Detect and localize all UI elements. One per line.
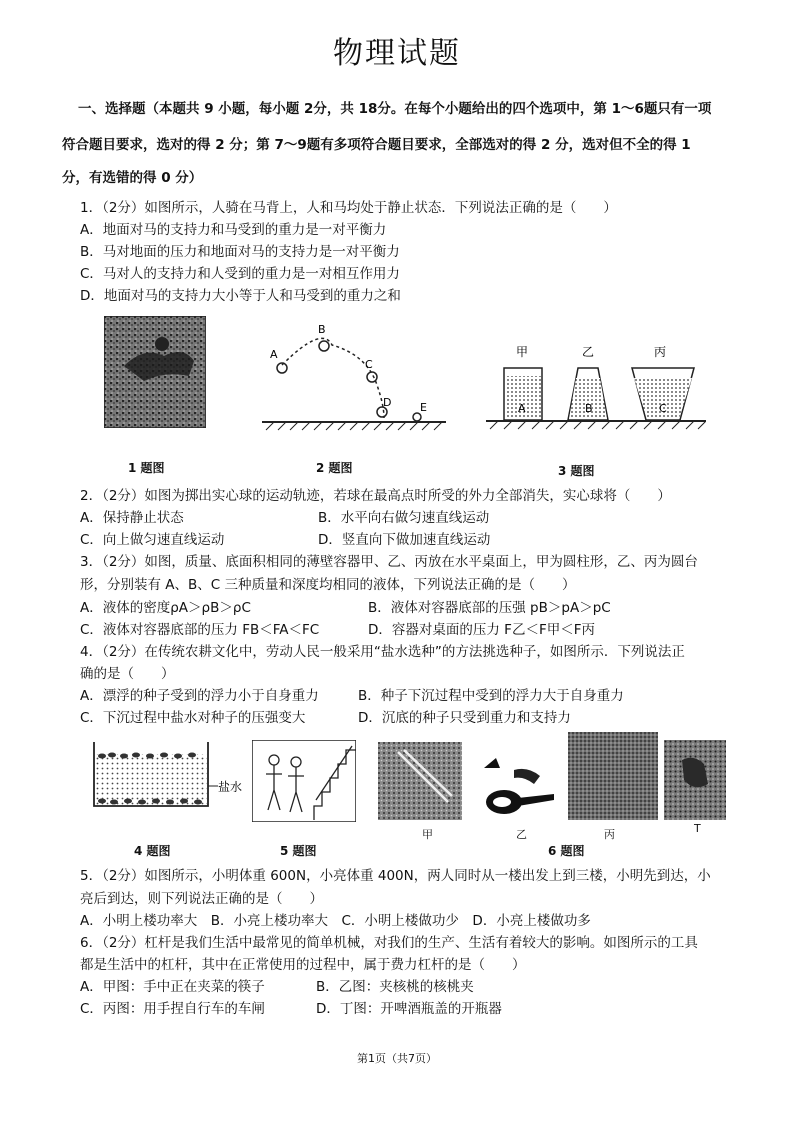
containers-diagram (486, 338, 706, 433)
q6-option-a: A．甲图：手中正在夹菜的筷子 (80, 979, 265, 995)
q1-option-b: B．马对地面的压力和地面对马的支持力是一对平衡力 (80, 244, 400, 260)
container-label-yi: 乙 (582, 345, 595, 359)
q6-option-d: D．丁图：开啤酒瓶盖的开瓶器 (316, 1001, 502, 1017)
q4-stem-1: 4．（2分）在传统农耕文化中，劳动人民一般采用“盐水选种”的方法挑选种子，如图所示．下列说法正 (80, 644, 685, 660)
q6-option-c: C．丙图：用手捏自行车的车闸 (80, 1001, 265, 1017)
trajectory-diagram (262, 320, 446, 432)
traj-label-e: E (420, 401, 427, 414)
section-header-line1: 一、选择题（本题共 9 小题，每小题 2分，共 18分。在每个小题给出的四个选项中，第 1～6题只有一项 (78, 101, 712, 117)
page-footer: 第1页（共7页） (357, 1052, 437, 1065)
q4-option-b: B．种子下沉过程中受到的浮力大于自身重力 (358, 688, 624, 704)
fig6-label-ding: T (694, 822, 701, 835)
liquid-label-c: C (659, 402, 667, 415)
q3-option-d: D．容器对桌面的压力 F乙＜F甲＜F丙 (368, 622, 595, 638)
nutcracker-photo (478, 754, 558, 820)
q1-option-a: A．地面对马的支持力和马受到的重力是一对平衡力 (80, 222, 387, 238)
traj-label-d: D (383, 396, 392, 409)
q2-option-a: A．保持静止状态 (80, 510, 184, 526)
container-label-jia: 甲 (516, 345, 529, 359)
stairs-figure (252, 740, 356, 822)
salt-water-tank (90, 736, 250, 812)
chopsticks-photo (378, 742, 462, 820)
section-header-line3: 分，有选错的得 0 分） (62, 170, 203, 186)
figure-5-caption: 5 题图 (280, 844, 317, 858)
salt-water-label: 盐水 (218, 780, 243, 794)
q1-option-d: D．地面对马的支持力大小等于人和马受到的重力之和 (80, 288, 401, 304)
q4-option-d: D．沉底的种子只受到重力和支持力 (358, 710, 571, 726)
fig6-label-yi: 乙 (516, 828, 527, 841)
figure-6-caption: 6 题图 (548, 844, 585, 858)
liquid-label-a: A (518, 402, 526, 415)
section-header-line2: 符合题目要求，选对的得 2 分；第 7～9题有多项符合题目要求，全部选对的得 2 分，选对但不全的得 1 (62, 137, 691, 153)
q2-option-c: C．向上做匀速直线运动 (80, 532, 225, 548)
horse-photo (104, 316, 206, 428)
traj-label-b: B (318, 323, 326, 336)
q3-stem-1: 3．（2分）如图，质量、底面积相同的薄壁容器甲、乙、丙放在水平桌面上，甲为圆柱形，乙、丙为圆台 (80, 554, 698, 570)
traj-label-a: A (270, 348, 278, 361)
bike-brake-photo (568, 732, 658, 820)
figure-2-caption: 2 题图 (316, 461, 353, 475)
liquid-label-b: B (585, 402, 593, 415)
figure-3-caption: 3 题图 (558, 464, 595, 478)
q1-stem: 1．（2分）如图所示，人骑在马背上，人和马均处于静止状态．下列说法正确的是（ ） (80, 200, 617, 216)
q5-options: A．小明上楼功率大 B．小亮上楼功率大 C．小明上楼做功少 D．小亮上楼做功多 (80, 913, 591, 929)
q2-option-d: D．竖直向下做加速直线运动 (318, 532, 491, 548)
q3-option-a: A．液体的密度ρA＞ρB＞ρC (80, 600, 251, 616)
q4-option-c: C．下沉过程中盐水对种子的压强变大 (80, 710, 306, 726)
q1-option-c: C．马对人的支持力和人受到的重力是一对相互作用力 (80, 266, 400, 282)
q5-stem-2: 亮后到达，则下列说法正确的是（ ） (80, 891, 323, 907)
q5-stem-1: 5．（2分）如图所示，小明体重 600N，小亮体重 400N，两人同时从一楼出发上到三楼，小明先到达，小 (80, 868, 711, 884)
figure-1-caption: 1 题图 (128, 461, 165, 475)
q2-option-b: B．水平向右做匀速直线运动 (318, 510, 490, 526)
q6-option-b: B．乙图：夹核桃的核桃夹 (316, 979, 474, 995)
q4-stem-2: 确的是（ ） (80, 666, 175, 682)
fig6-label-bing: 丙 (604, 828, 615, 841)
q6-stem-1: 6．（2分）杠杆是我们生活中最常见的简单机械，对我们的生产、生活有着较大的影响。如图所示的工具 (80, 935, 698, 951)
page-title: 物理试题 (333, 36, 461, 71)
q2-stem: 2．（2分）如图为掷出实心球的运动轨迹，若球在最高点时所受的外力全部消失，实心球将（ ） (80, 488, 671, 504)
q6-stem-2: 都是生活中的杠杆，其中在正常使用的过程中，属于费力杠杆的是（ ） (80, 957, 526, 973)
q3-option-c: C．液体对容器底部的压力 FB＜FA＜FC (80, 622, 320, 638)
container-label-bing: 丙 (654, 345, 667, 359)
bottle-opener-photo (664, 740, 726, 820)
q4-option-a: A．漂浮的种子受到的浮力小于自身重力 (80, 688, 319, 704)
fig6-label-jia: 甲 (422, 828, 433, 841)
traj-label-c: C (365, 358, 373, 371)
q3-stem-2: 形，分别装有 A、B、C 三种质量和深度均相同的液体，下列说法正确的是（ ） (80, 577, 576, 593)
figure-4-caption: 4 题图 (134, 844, 171, 858)
q3-option-b: B．液体对容器底部的压强 pB＞pA＞pC (368, 600, 611, 616)
